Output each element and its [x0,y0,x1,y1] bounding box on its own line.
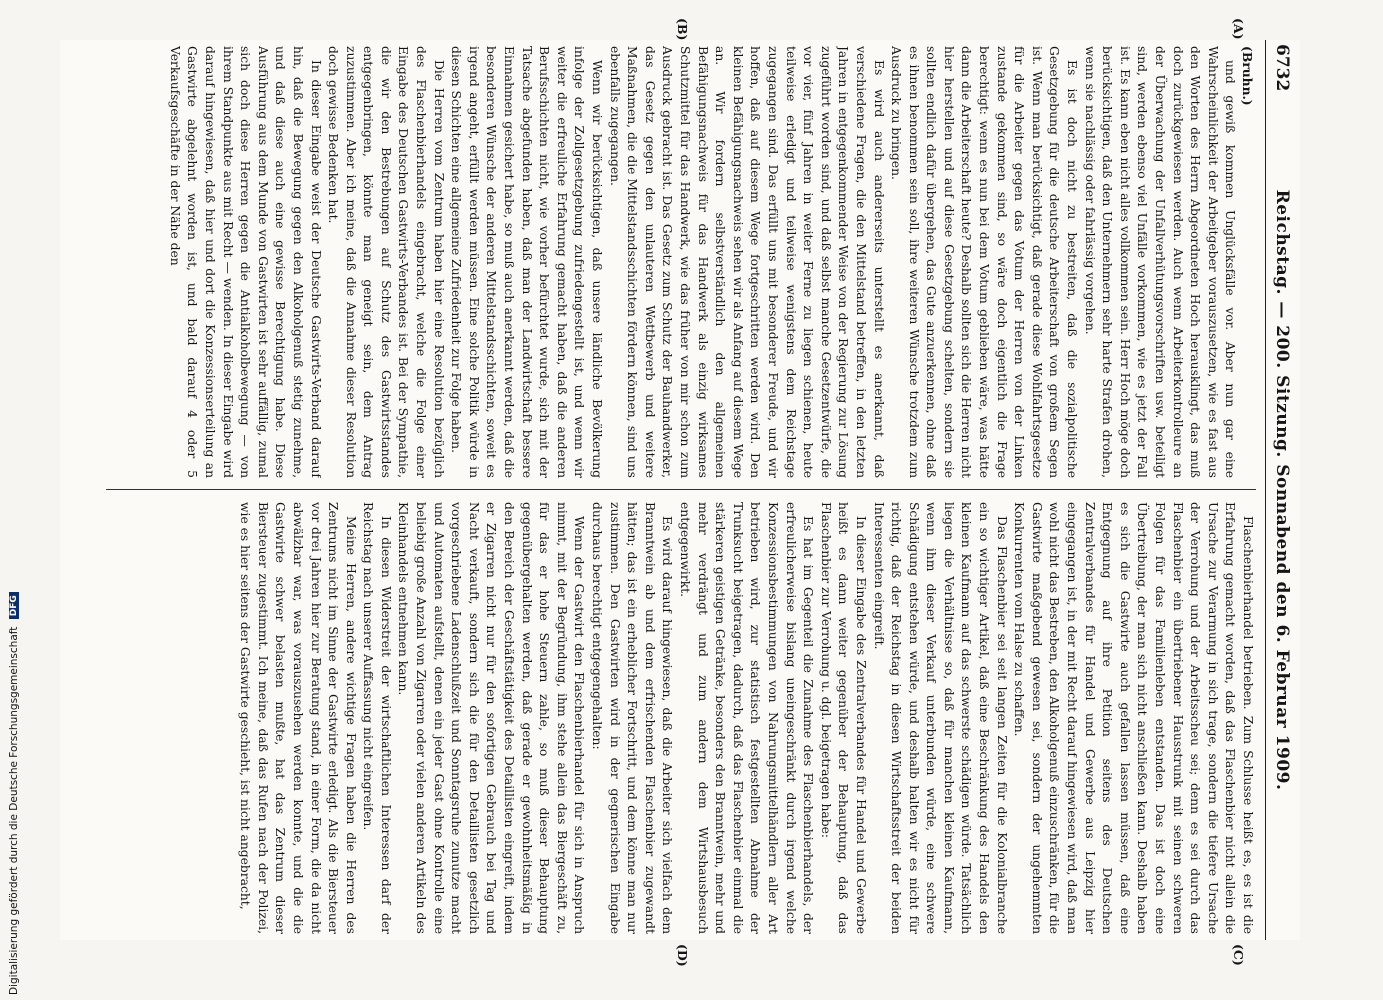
right-text-column [106,502,1256,934]
column-divider [106,489,1256,490]
paragraph: und gewiß kommen Unglücksfälle vor. Aber nun gar eine Wahrscheinlichkeit der Arbeitgeber vorauszusetzen, wie es fast aus den Worten des Herrn Abgeordneten Hoch herausklingt, das muß doch zurückgewiesen werden. Auch wenn Arbeiterkontrolleure an der Überwachung der Unfallverhütungsvorschriften usw. beteiligt sind, werden ebenso viel Unfälle vorkommen, wie es jetzt der Fall ist. Es kann eben nicht alles vollkommen sein. Herr Hoch möge doch berücksichtigen, daß den Unternehmern sehr harte Strafen drohen, wenn sie nachlässig oder fahrlässig vorgehen. [1082,46,1238,478]
paragraph: In dieser Eingabe des Zentralverbandes für Handel und Gewerbe heißt es dann weiter gegenüber der Behauptung, daß das Flaschenbier zur Verrohung u. dgl. beigetragen habe: [818,502,868,934]
paragraph: Das Flaschenbier sei seit langen Zeiten für die Kolonialbranche ein so wichtiger Artikel, daß eine Beschränkung des Handels den kleinen Kaufmann auf das schwerste schädigen würde. Tatsächlich liegen die Verhältnisse so, daß für manchen kleinen Kaufmann, wenn ihm dieser Verkauf unterbunden würde, eine schwere Schädigung entstehen würde, und deshalb halten wir es nicht für richtig, daß der Reichstag in diesen Wirtschaftsstreit der beiden Interessenten eingreift. [871,502,1009,934]
paragraph: Es wird darauf hingewiesen, daß die Arbeiter sich vielfach dem Branntwein ab und dem erfrischenden Flaschenbier zugewandt hätten; das ist ein erheblicher Fortschritt, und dem könne man nur zustimmen. Den Gastwirten wird in der gegnerischen Eingabe durchaus berechtigt entgegengehalten: [590,502,675,934]
paragraph: In dieser Eingabe weist der Deutsche Gastwirts-Verband darauf hin, daß die Bewegung gegen den Alkoholgenuß stetig zunehme, und daß diese auch eine gewisse Berechtigung habe. Diese Ausführung aus dem Munde von Gastwirten ist sehr auffällig, zumal sich doch diese Herren gegen die Antialkoholbewegung — von ihrem Standpunkte aus mit Recht — wenden. In dieser Eingabe wird darauf hingewiesen, daß hier und dort die Konzessionserteilung an Gastwirte abgelehnt worden ist, und bald darauf 4 oder 5 Verkaufsgeschäfte in der Nähe den [167,46,323,478]
dfg-logo: DFG [9,592,19,619]
margin-marker-d: (D) [675,944,690,967]
left-text-column [106,46,1256,478]
rotated-page [60,18,1300,967]
digitization-credit [8,592,20,995]
margin-marker-c: (C) [1231,944,1246,966]
paragraph: Meine Herren, andere wichtige Fragen haben die Herren des Zentrums nicht im Sinne der Gastwirte erledigt. Als die Biersteuer vor drei Jahren hier zur Beratung stand, in einer Form, die da nicht abwälzbar war, was vorauszusehen werden konnte, und die die Gastwirte schwer belasten mußte, hat das Zentrum dieser Biersteuer zugestimmt. Ich meine, daß das Rufen nach der Polizei, wie es hier seitens der Gastwirte geschieht, ist nicht angebracht, [238,502,358,934]
paragraph: Es ist doch nicht zu bestreiten, daß die sozialpolitische Gesetzgebung für die deutsche Arbeiterschaft von großem Segen ist. Wenn man berücksichtigt, daß gerade diese Wohlfahrtsgesetze für die Arbeiter gegen das Votum der Herren von der Linken zustande gekommen sind, so wäre doch eigentlich die Frage berechtigt: wenn es nun bei dem Votum geblieben wäre, was hätte dann die Arbeiterschaft heute? Deshalb sollten sich die Herren nicht hier herstellen und auf diese Gesetzgebung schelten, sondern sie sollten endlich dafür übergehen, das Gute anzuerkennen, ohne daß es ihnen benommen sein soll, ihre weiteren Wünsche trotzdem zum Ausdruck zu bringen. [889,46,1080,478]
paragraph: Flaschenbierhandel betrieben. Zum Schlusse heißt es, es ist die Erfahrung gemacht worden, daß das Flaschenbier nicht allein die Ursache zur Verarmung in sich trage, sondern die tiefere Ursache der Verrohung und der Arbeitsscheu sei; denn es sei durch das Flaschenbier ein übertriebener Hausstrunk mit seinen schweren Folgen für das Familienleben entstanden. Das ist doch eine Übertreibung, der man sich nicht anschließen kann. Deshalb haben es sich die Gastwirte auch gefallen lassen müssen, daß eine Entgegnung auf ihre Petition seitens des Deutschen Zentralverbandes für Handel und Gewerbe aus Leipzig hier eingegangen ist, in der mit Recht darauf hingewiesen wird, daß man wohl nicht das Bestreben, den Alkoholgenuß einzuschränken, für die Gastwirte maßgebend gewesen sei, sondern der ungehemmten Konkurrenten vom Halse zu schaffen. [1012,502,1255,934]
paragraph: Wenn wir berücksichtigen, daß unsere ländliche Bevölkerung infolge der Zollgesetzgebung zufriedengestellt ist, und wenn wir weiter die erfreuliche Erfahrung gemacht haben, daß die anderen Berufsschichten nicht, wie vorher befürchtet wurde, sich mit der Tatsache abgefunden haben, daß man der Landwirtschaft bessere Einnahmen gesichert habe, so muß auch anerkannt werden, daß die besonderen Wünsche der anderen Mittelstandsschichten, soweit es irgend angeht, erfüllt werden müssen. Eine solche Politik würde in diesen Schichten eine allgemeine Zufriedenheit zur Folge haben. [449,46,605,478]
paragraph: Wenn der Gastwirt den Flaschenbierhandel für sich in Anspruch nimmt, mit der Begründung, ihm stehe allein das Biergeschäft zu, für das er hohe Steuern zahle, so muß dieser Behauptung gegenübergehalten werden, daß gerade er gewohnheitsmäßig in den Bereich der Geschäftstätigkeit des Detaillisten eingreift, indem er Zigarren nicht nur für den sofortigen Gebrauch bei Tag und Nacht verkauft, sondern sich die für den Detaillisten gesetzlich vorgeschriebene Ladenschlußzeit und Sonntagsruhe zunutze macht und Automaten aufstellt, denen ein jeder Gast ohne Kontrolle eine beliebig große Anzahl von Zigarren oder vielen anderen Artikeln des Kleinhandels entnehmen kann. [396,502,587,934]
paragraph: Es hat im Gegenteil die Zunahme des Flaschenbierhandels, der erfreulicherweise bislang uneingeschränkt durch irgend welche Konzessionsbestimmungen von Nahrungsmittelhändlern aller Art betrieben wird, zur statistisch festgestellten Abnahme der Trunksucht beigetragen, dadurch, daß das Flaschenbier einmal die stärkeren geistigen Getränke, besonders den Branntwein, mehr und mehr verdrängt und zum andern dem Wirtshausbesuch entgegenwirkt. [678,502,816,934]
paragraph: In diesen Widerstreit der wirtschaftlichen Interessen darf der Reichstag nach unserer Auffassung nicht eingreifen. [361,502,393,934]
digitization-credit-text: Digitalisierung gefördert durch die Deutsche Forschungsgemeinschaft [8,626,20,995]
paragraph: Die Herren vom Zentrum haben hier eine Resolution bezüglich des Flaschenbierhandels eingebracht, welche die Folge einer Eingabe des Deutschen Gastwirts-Verbandes ist. Bei der Sympathie, die wir den Bestrebungen auf Schutz des Gastwirtsstandes entgegenbringen, könnte man geneigt sein, dem Antrag zuzustimmen. Aber ich meine, daß die Annahme dieser Resolution doch gewisse Bedenken hat. [326,46,446,478]
running-title: Reichstag. — 200. Sitzung. Sonnabend den 6. Februar 1909. [1272,189,1292,791]
paragraph: Es wird auch andererseits unterstellt es anerkannt, daß verschiedene Fragen, die den Mittelstand betreffen, in den letzten Jahren in entgegenkommender Weise von der Regierung zur Lösung zugeführt worden sind, und daß selbst manche Gesetzentwürfe, die vor vier, fünf Jahren in weiter Ferne zu liegen schienen, heute teilweise erledigt und teilweise wenigstens dem Reichstage zugegangen sind. Das erfüllt uns mit besonderer Freude, und wir hoffen, daß auf diesem Wege fortgeschritten werden wird. Den kleinen Befähigungsnachweis sehen wir als Anfang auf diesem Wege an. Wir fordern selbstverständlich den allgemeinen Befähigungsnachweis für das Handwerk als einzig wirksames Schutzmittel für das Handwerk, wie das früher von mir schon zum Ausdruck gebracht ist. Das Gesetz zum Schutz der Bauhandwerker, das Gesetz gegen den unlauteren Wettbewerb und weitere Maßnahmen, die die Mittelstandsschichten fördern können, sind uns ebenfalls zugegangen. [607,46,886,478]
page-header [1265,40,1300,940]
page-number: 6732 [1272,44,1292,92]
margin-marker-b: (B) [675,18,690,41]
speaker-name: (Bruhn.) [1240,46,1255,106]
margin-marker-a: (A) [1231,18,1246,40]
